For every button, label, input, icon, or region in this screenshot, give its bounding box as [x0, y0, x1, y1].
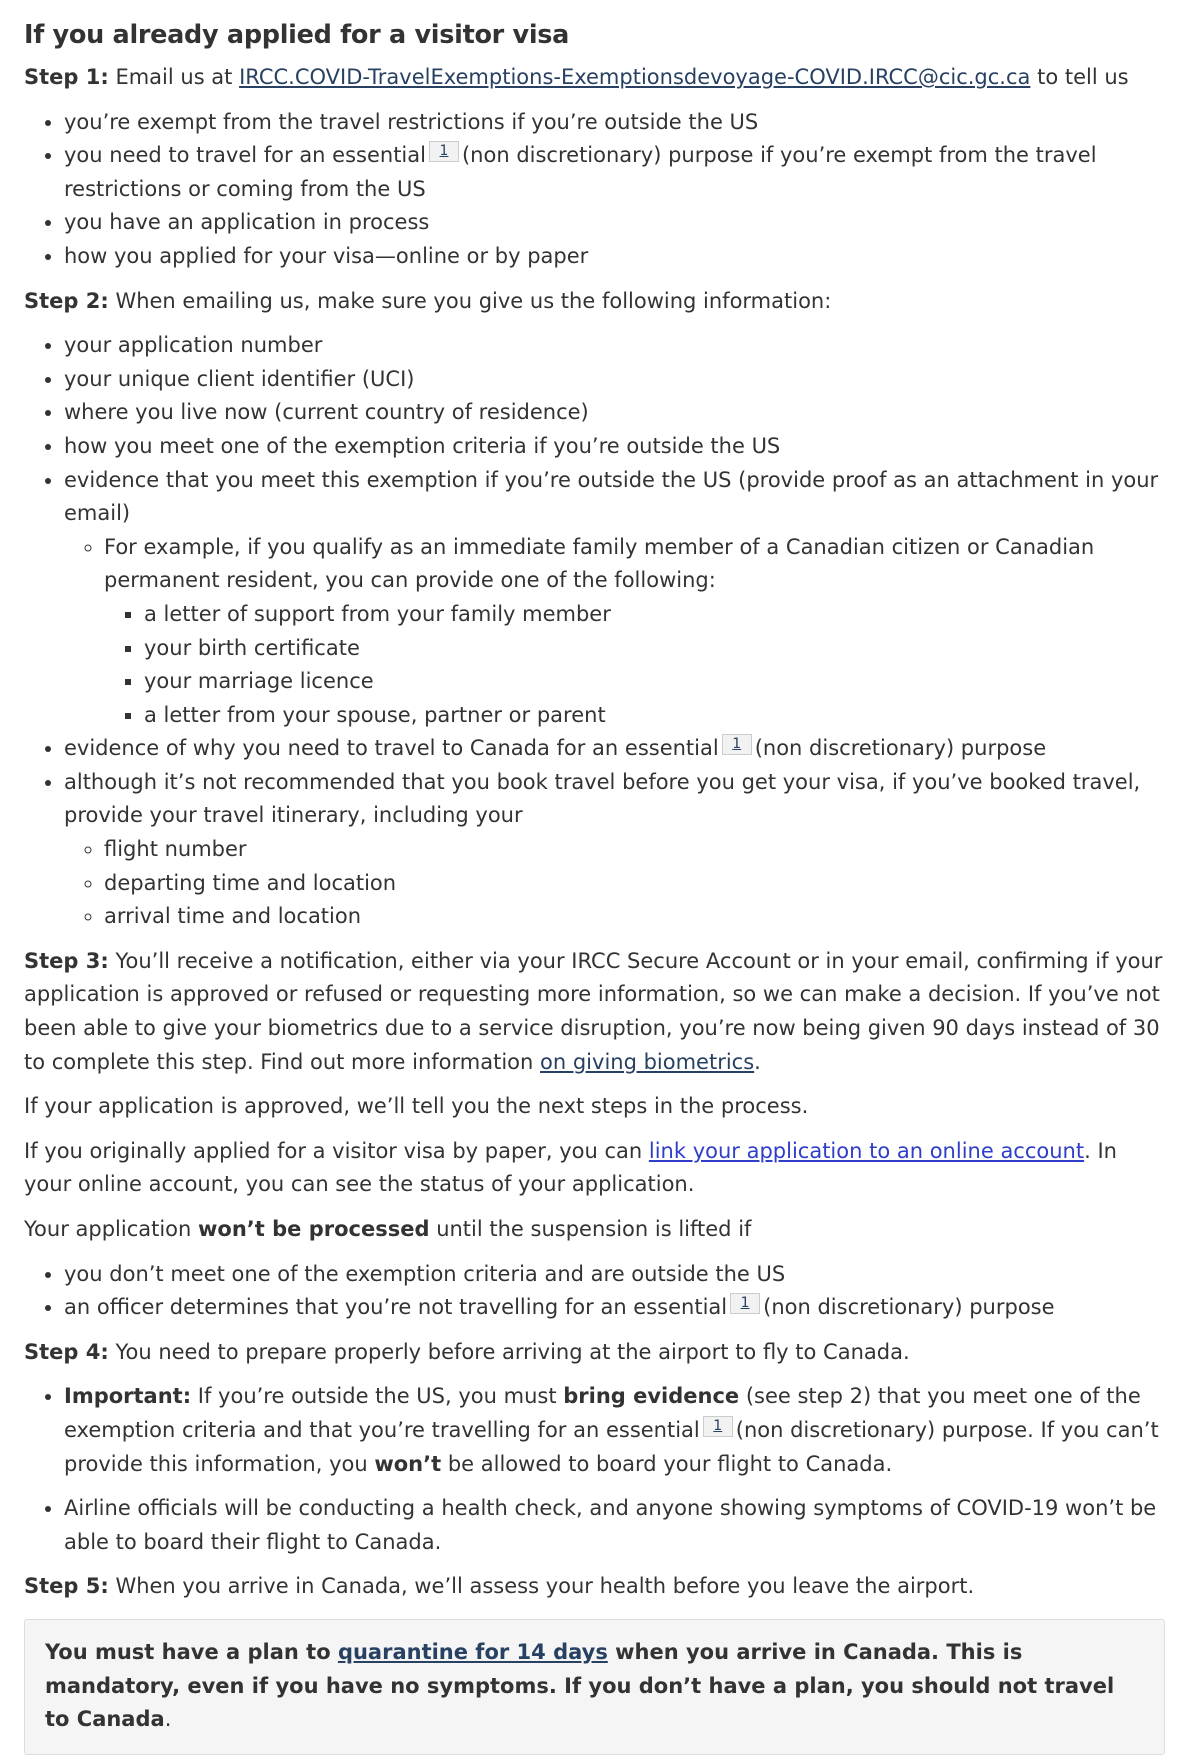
list-item: • you have an application in process — [64, 206, 1165, 240]
list-item: ◦ arrival time and location — [104, 900, 1165, 934]
itinerary-list — [64, 833, 1165, 934]
step-5-paragraph: Step 5: When you arrive in Canada, we’ll assess your health before you leave the airport. — [24, 1574, 975, 1599]
list-item: • although it’s not recommended that you book travel before you get your visa, if you’ve booked travel, provide your travel itinerary, including your ◦ flight number ◦ departing time and location ◦ arrival time and location — [64, 766, 1165, 934]
list-item: ▪ your birth certificate — [144, 632, 1165, 666]
step-2-label: Step 2: — [24, 288, 109, 313]
list-item: ▪ a letter of support from your family member — [144, 598, 1165, 632]
step-1-text: Email us at — [108, 65, 240, 89]
step-1-paragraph — [24, 61, 1165, 95]
footnote-1-link[interactable]: 1 — [730, 1293, 760, 1314]
quarantine-notice: You must have a plan to quarantine for 14 days when you arrive in Canada. This is mandatory, even if you have no symptoms. If you don’t have a plan, you should not travel to Canada. — [24, 1619, 1165, 1755]
step-2-paragraph — [24, 285, 1165, 319]
quarantine-link[interactable]: quarantine for 14 days — [337, 1639, 608, 1664]
step-5-label: Step 5: — [24, 1574, 109, 1599]
list-item: ▪ your marriage licence — [144, 665, 1165, 699]
step-4-label: Step 4: — [24, 1339, 109, 1364]
step-1-list — [24, 106, 1165, 274]
list-item: • how you applied for your visa—online or by paper — [64, 240, 1165, 274]
exemptions-email-link[interactable]: IRCC.COVID-TravelExemptions-Exemptionsdevoyage-COVID.IRCC@cic.gc.ca — [239, 65, 1031, 89]
list-item: • your unique client identifier (UCI) — [64, 363, 1165, 397]
list-item: • Airline officials will be conducting a health check, and anyone showing symptoms of COVID-19 won’t be able to board their flight to Canada. — [64, 1492, 1165, 1559]
list-item: ◦ flight number — [104, 833, 1165, 867]
list-item: • an officer determines that you’re not travelling for an essential 1 (non discretionary) purpose — [64, 1291, 1165, 1325]
biometrics-link[interactable]: on giving biometrics — [540, 1049, 755, 1074]
list-item: • you’re exempt from the travel restrictions if you’re outside the US — [64, 106, 1165, 140]
step-4-list — [24, 1380, 1165, 1559]
page-heading: If you already applied for a visitor visa — [24, 20, 570, 50]
approved-paragraph: If your application is approved, we’ll tell you the next steps in the process. — [24, 1094, 809, 1119]
paper-application-paragraph: If you originally applied for a visitor visa by paper, you can link your application to an online account. In your online account, you can see the status of your application. — [24, 1138, 1117, 1197]
list-item: ▪ a letter from your spouse, partner or parent — [144, 699, 1165, 733]
suspension-paragraph: Your application won’t be processed until the suspension is lifted if — [24, 1217, 752, 1241]
step-2-list — [24, 329, 1165, 934]
step-1-text-after: to tell us — [1030, 65, 1129, 89]
documents-list — [104, 598, 1165, 732]
step-3-paragraph: Step 3: You’ll receive a notification, either via your IRCC Secure Account or in your email, confirming if your application is approved or refused or requesting more information, so we can make a decision. If you’ve not been able to give your biometrics due to a service disruption, you’re now being given 90 days instead of 30 to complete this step. Find out more information on giving biometrics. — [24, 948, 1163, 1074]
step-2-text: When emailing us, make sure you give us the following information: — [108, 288, 832, 313]
suspension-list — [24, 1258, 1165, 1325]
list-item: • your application number — [64, 329, 1165, 363]
example-list — [64, 531, 1165, 733]
list-item: • you don’t meet one of the exemption criteria and are outside the US — [64, 1258, 1165, 1292]
list-item: • you need to travel for an essential 1 (non discretionary) purpose if you’re exempt from the travel restrictions or coming from the US — [64, 139, 1165, 206]
list-item: • how you meet one of the exemption criteria if you’re outside the US — [64, 430, 1165, 464]
list-item: • Important: If you’re outside the US, you must bring evidence (see step 2) that you meet one of the exemption criteria and that you’re travelling for an essential 1 (non discretionary) purpose. If you can’t provide this information, you won’t be allowed to board your flight to Canada. — [64, 1380, 1165, 1481]
footnote-1-link[interactable]: 1 — [429, 141, 459, 162]
list-item: ◦ departing time and location — [104, 867, 1165, 901]
step-1-label: Step 1: — [24, 65, 109, 89]
list-item: • where you live now (current country of residence) — [64, 396, 1165, 430]
step-4-paragraph: Step 4: You need to prepare properly before arriving at the airport to fly to Canada. — [24, 1339, 910, 1364]
footnote-1-link[interactable]: 1 — [722, 734, 752, 755]
link-online-account-link[interactable]: link your application to an online account — [648, 1138, 1085, 1163]
list-item: ◦ For example, if you qualify as an immediate family member of a Canadian citizen or Canadian permanent resident, you can provide one of the following: ▪ a letter of support from your family member ▪ your birth certificate ▪ your marriage licence ▪ a letter from your spouse, partner or parent — [104, 531, 1165, 733]
step-3-label: Step 3: — [24, 948, 109, 973]
footnote-1-link[interactable]: 1 — [703, 1416, 733, 1437]
list-item: • evidence of why you need to travel to Canada for an essential 1 (non discretionary) purpose — [64, 732, 1165, 766]
list-item: • evidence that you meet this exemption if you’re outside the US (provide proof as an attachment in your email) ◦ For example, if you qualify as an immediate family member of a Canadian citizen or Canadian permanent resident, you can provide one of the following: ▪ a letter of support from your family member ▪ your birth certificate ▪ your marriage licence ▪ a letter from your spouse, partner or parent — [64, 464, 1165, 733]
